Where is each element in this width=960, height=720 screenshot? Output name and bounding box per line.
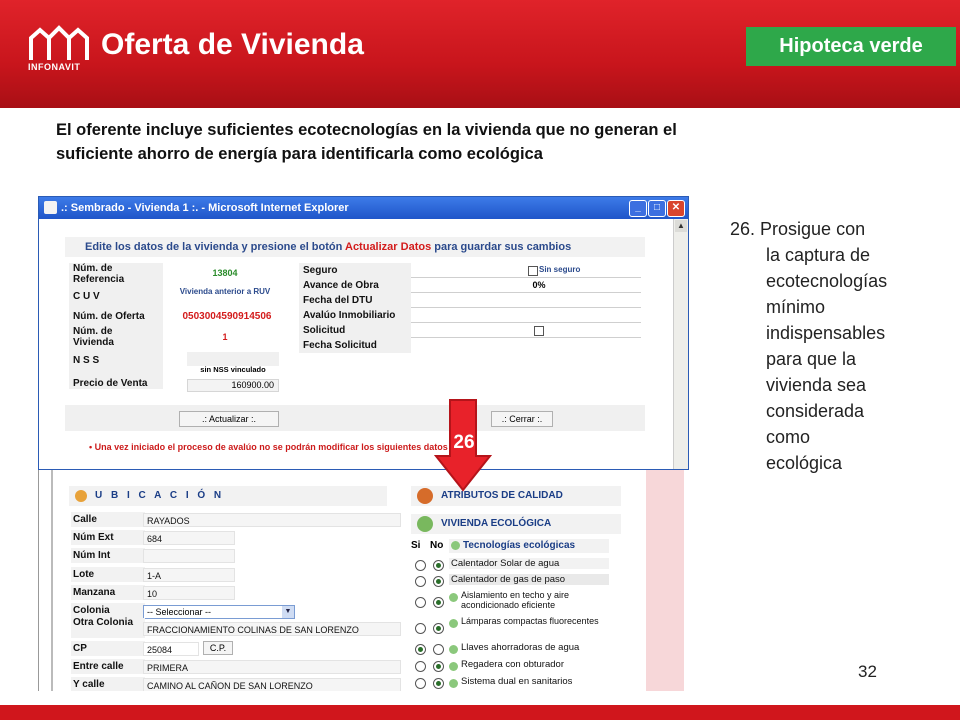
label-nss: N S S (73, 355, 100, 366)
eco-item-icon (449, 679, 458, 688)
eco-leaf-icon (417, 516, 433, 532)
eco-item-label: Regadera con obturador (459, 659, 611, 670)
si-radio[interactable] (415, 644, 426, 655)
divider (411, 277, 641, 278)
instruction-text-end: para guardar sus cambios (431, 241, 572, 253)
label-solicitud: Solicitud (303, 325, 346, 336)
label-num-int: Núm Int (71, 548, 145, 563)
y-calle-input[interactable]: CAMINO AL CAÑON DE SAN LORENZO (143, 678, 401, 691)
description-text: El oferente incluye suficientes ecotecnologías en la vivienda que no generan el suficiente ahorro de energía para identificarla como ecológica (56, 121, 677, 163)
button-bar (65, 405, 645, 431)
logo-text: INFONAVIT (28, 62, 81, 72)
eco-item-label: Llaves ahorradoras de agua (459, 642, 611, 653)
divider (411, 322, 641, 323)
eco-item (411, 616, 611, 640)
label-lote: Lote (71, 567, 145, 582)
eco-item-icon (449, 645, 458, 654)
instruction-action: Actualizar Datos (345, 241, 432, 253)
chevron-down-icon: ▼ (282, 606, 294, 618)
avaluo-note: • Una vez iniciado el proceso de avalúo no se podrán modificar los siguientes datos (89, 442, 448, 452)
eco-item-label: Lámparas compactas fluorecentes (459, 616, 611, 626)
eco-item (411, 676, 611, 691)
entre-calle-input[interactable]: PRIMERA (143, 660, 401, 674)
si-radio[interactable] (415, 661, 426, 672)
vertical-scrollbar[interactable] (673, 219, 688, 470)
atributos-calidad-text: ATRIBUTOS DE CALIDAD (441, 490, 563, 501)
eco-item (411, 642, 611, 657)
panel-border (51, 470, 53, 691)
label-fecha-solicitud: Fecha Solicitud (303, 340, 377, 351)
si-radio[interactable] (415, 597, 426, 608)
instruction-banner (65, 237, 645, 257)
si-radio[interactable] (415, 678, 426, 689)
pink-strip (646, 470, 684, 691)
no-radio[interactable] (433, 576, 444, 587)
minimize-button[interactable]: _ (629, 200, 647, 217)
maximize-button[interactable]: □ (648, 200, 666, 217)
eco-item-icon (449, 662, 458, 671)
no-radio[interactable] (433, 678, 444, 689)
eco-item-label: Calentador Solar de agua (449, 558, 609, 569)
vivienda-ecologica-text: VIVIENDA ECOLÓGICA (441, 518, 552, 529)
label-colonia: Colonia (71, 603, 145, 618)
label-fecha-dtu: Fecha del DTU (303, 295, 373, 306)
step-line: mínimo (766, 297, 826, 317)
step-number: 26 (453, 432, 475, 453)
step-line: para que la (766, 349, 857, 369)
label-cp: CP (71, 641, 145, 656)
step-line: ecotecnologías (766, 271, 888, 291)
vivienda-ecologica-heading[interactable] (411, 514, 621, 534)
ubicacion-heading-text: U B I C A C I Ó N (95, 490, 225, 501)
manzana-input[interactable]: 10 (143, 586, 235, 600)
step-line: como (766, 427, 811, 447)
label-manzana: Manzana (71, 585, 145, 600)
no-radio[interactable] (433, 597, 444, 608)
hipoteca-verde-badge: Hipoteca verde (746, 27, 956, 66)
label-num-vivienda: Núm. de Vivienda (73, 326, 114, 348)
label-cuv: C U V (73, 291, 100, 302)
page-number: 32 (858, 662, 877, 681)
no-radio[interactable] (433, 560, 444, 571)
label-precio-venta: Precio de Venta (73, 378, 148, 389)
value-seguro: Sin seguro (539, 265, 581, 274)
actualizar-button[interactable]: .: Actualizar :. (179, 411, 279, 427)
value-num-vivienda: 1 (222, 332, 228, 342)
label-seguro: Seguro (303, 265, 338, 276)
precio-venta-input[interactable]: 160900.00 (187, 379, 279, 392)
close-window-button[interactable]: ✕ (667, 200, 685, 217)
step-instructions (730, 216, 930, 476)
num-int-input[interactable] (143, 549, 235, 563)
eco-item (411, 574, 611, 589)
eco-item-label: Calentador de gas de paso (449, 574, 609, 585)
divider (411, 337, 641, 338)
no-radio[interactable] (433, 661, 444, 672)
footer-bar (0, 705, 960, 720)
eco-item-label: Aislamiento en techo y aire acondicionado eficiente (459, 590, 611, 610)
ubicacion-heading (69, 486, 387, 506)
instruction-text: Edite los datos de la vivienda y presione el botón (85, 241, 345, 253)
browser-window (38, 196, 689, 470)
num-ext-input[interactable]: 684 (143, 531, 235, 545)
tech-heading-text: Tecnologías ecológicas (463, 540, 576, 551)
no-radio[interactable] (433, 644, 444, 655)
tech-icon (451, 541, 460, 550)
seguro-checkbox[interactable] (528, 266, 538, 276)
tech-heading (449, 539, 609, 553)
label-num-oferta: Núm. de Oferta (73, 311, 145, 322)
calle-input[interactable]: RAYADOS (143, 513, 401, 527)
value-nss: sin NSS vinculado (200, 365, 266, 374)
si-radio[interactable] (415, 576, 426, 587)
cp-input[interactable]: 25084 (143, 642, 199, 656)
infonavit-logo (28, 20, 90, 66)
eco-item-label: Sistema dual en sanitarios (459, 676, 611, 687)
nss-box (187, 352, 279, 366)
browser-content (55, 229, 675, 470)
value-cuv: Vivienda anterior a RUV (179, 287, 271, 296)
cerrar-button[interactable]: .: Cerrar :. (491, 411, 553, 427)
step-line: indispensables (766, 323, 886, 343)
eco-item-icon (449, 619, 458, 628)
value-num-oferta: 0503004590914506 (182, 311, 272, 322)
ie-icon (44, 201, 57, 214)
ubicacion-panel (38, 470, 690, 691)
browser-titlebar (39, 197, 688, 219)
eco-item-icon (449, 593, 458, 602)
col-no: No (430, 540, 444, 551)
label-y-calle: Y calle (71, 677, 145, 691)
step-line: considerada (766, 401, 865, 421)
label-calle: Calle (71, 512, 145, 527)
divider (411, 292, 641, 293)
value-avance-obra: 0% (532, 280, 546, 290)
eco-item (411, 558, 611, 573)
solicitud-checkbox[interactable] (534, 326, 544, 336)
eco-item (411, 590, 611, 614)
calidad-icon (417, 488, 433, 504)
label-avance-obra: Avance de Obra (303, 280, 379, 291)
col-si: Si (411, 540, 421, 551)
step-line: ecológica (766, 453, 843, 473)
divider (411, 307, 641, 308)
location-icon (75, 490, 87, 502)
step-line: la captura de (766, 245, 871, 265)
value-num-referencia: 13804 (212, 268, 238, 278)
scroll-up-icon[interactable]: ▲ (675, 220, 687, 232)
cp-button[interactable]: C.P. (203, 641, 233, 655)
label-avaluo: Avalúo Inmobiliario (303, 310, 396, 321)
step-line: 26. Prosigue con (730, 219, 866, 239)
label-num-ext: Núm Ext (71, 530, 145, 545)
label-entre-calle: Entre calle (71, 659, 145, 674)
si-radio[interactable] (415, 623, 426, 634)
avaluo-note-text: Una vez iniciado el proceso de avalúo no se podrán modificar los siguientes datos (94, 442, 448, 452)
lote-input[interactable]: 1-A (143, 568, 235, 582)
label-num-referencia: Núm. de Referencia (73, 263, 125, 285)
colonia-selected: -- Seleccionar -- (147, 607, 212, 617)
no-radio[interactable] (433, 623, 444, 634)
label-otra-colonia: Otra Colonia (71, 618, 145, 638)
eco-item (411, 659, 611, 674)
colonia-select[interactable] (143, 605, 295, 619)
slide-title: Oferta de Vivienda (101, 28, 364, 61)
si-radio[interactable] (415, 560, 426, 571)
step-line: vivienda sea (766, 375, 867, 395)
browser-title: .: Sembrado - Vivienda 1 :. - Microsoft Internet Explorer (61, 202, 349, 214)
otra-colonia-input[interactable]: FRACCIONAMIENTO COLINAS DE SAN LORENZO (143, 622, 401, 636)
